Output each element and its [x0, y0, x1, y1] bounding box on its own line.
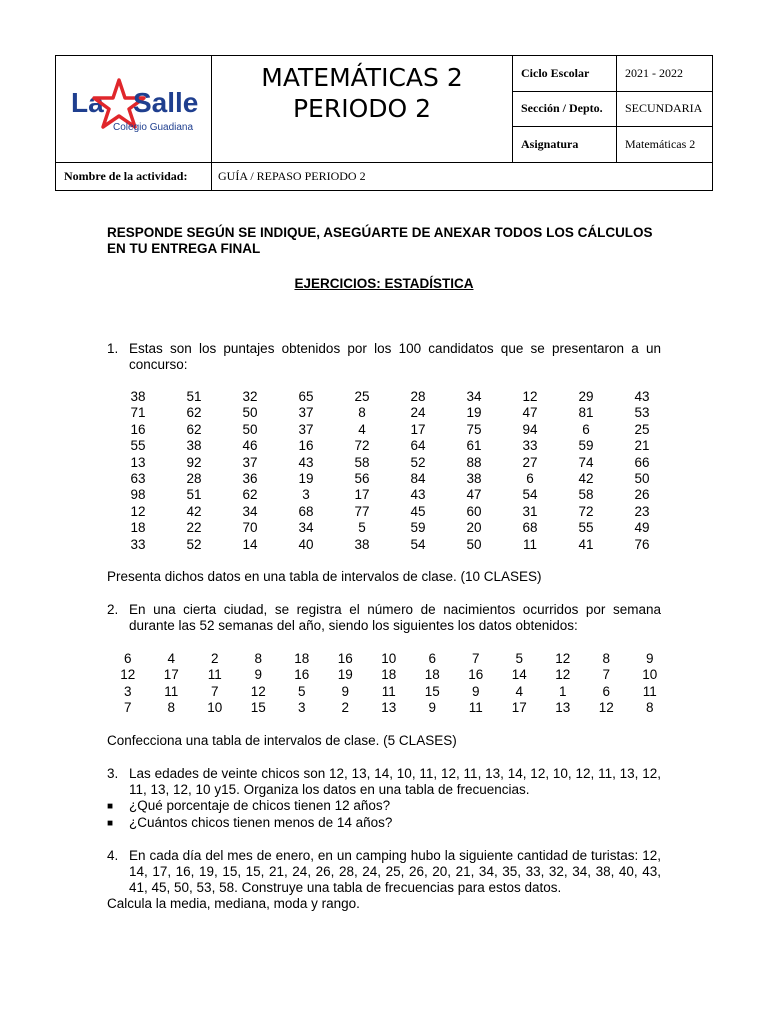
q2-data-grid [106, 651, 672, 717]
data-cell: 37 [298, 405, 314, 421]
data-cell: 7 [602, 667, 610, 683]
data-cell: 34 [466, 389, 482, 404]
data-cell: 70 [242, 520, 258, 536]
data-cell: 43 [634, 389, 650, 404]
data-cell: 40 [298, 536, 314, 552]
data-cell: 51 [186, 389, 202, 404]
field-label-ciclo: Ciclo Escolar [513, 56, 617, 92]
doc-title-line2: PERIODO 2 [292, 94, 432, 123]
data-cell: 10 [381, 651, 397, 666]
data-cell: 68 [522, 520, 538, 536]
data-cell: 45 [410, 503, 426, 519]
data-cell: 19 [466, 405, 482, 421]
data-cell: 25 [634, 421, 650, 437]
data-cell: 18 [424, 667, 440, 683]
data-cell: 76 [634, 536, 650, 552]
question-2 [107, 602, 661, 634]
data-cell: 34 [298, 520, 314, 536]
data-cell: 25 [354, 389, 370, 404]
data-cell: 11 [642, 683, 657, 699]
data-row [106, 651, 672, 667]
data-cell: 64 [410, 438, 426, 454]
data-cell: 49 [634, 520, 650, 536]
data-cell: 33 [130, 536, 146, 552]
data-cell: 14 [242, 536, 258, 552]
data-cell: 42 [578, 471, 594, 487]
data-cell: 24 [410, 405, 426, 421]
data-cell: 41 [578, 536, 594, 552]
data-cell: 8 [254, 651, 262, 666]
data-cell: 71 [130, 405, 146, 421]
data-cell: 11 [381, 683, 396, 699]
data-cell: 14 [511, 667, 527, 683]
data-cell: 52 [410, 454, 426, 470]
data-row [110, 438, 670, 454]
data-cell: 10 [642, 667, 658, 683]
data-cell: 63 [130, 471, 146, 487]
data-cell: 52 [186, 536, 202, 552]
data-cell: 58 [354, 454, 370, 470]
data-cell: 6 [582, 421, 590, 437]
field-label-seccion: Sección / Depto. [513, 91, 617, 127]
data-cell: 50 [634, 471, 650, 487]
data-cell: 5 [297, 683, 306, 699]
data-cell: 37 [242, 454, 258, 470]
data-cell: 37 [298, 421, 314, 437]
data-cell: 22 [186, 520, 202, 536]
data-cell: 98 [130, 487, 146, 503]
data-cell: 16 [130, 421, 146, 437]
data-cell: 9 [341, 683, 349, 699]
data-cell: 32 [242, 389, 258, 404]
question-number: 3. [107, 766, 119, 781]
data-cell: 4 [515, 683, 523, 699]
data-cell: 84 [410, 471, 426, 487]
data-cell: 33 [522, 438, 538, 454]
data-cell: 43 [298, 454, 314, 470]
data-cell: 11 [207, 667, 222, 683]
data-cell: 9 [471, 683, 480, 699]
data-row [110, 487, 670, 503]
bullet-icon: ■ [107, 801, 114, 812]
data-cell: 9 [254, 667, 262, 683]
question-number: 2. [107, 602, 119, 617]
question-text: Estas son los puntajes obtenidos por los 100 candidatos que se presentaron a un concurso: [129, 341, 661, 372]
data-cell: 50 [242, 421, 258, 437]
data-cell: 5 [358, 520, 366, 536]
data-row [106, 700, 672, 716]
data-cell: 12 [555, 651, 571, 666]
data-cell: 74 [578, 454, 594, 470]
data-cell: 77 [354, 503, 370, 519]
data-cell: 58 [578, 487, 594, 503]
data-cell: 15 [250, 700, 266, 716]
question-text: Las edades de veinte chicos son 12, 13, 14, 10, 11, 12, 11, 13, 14, 12, 10, 12, 11, 13, 12, 11, 13, 12, 10 y15. Organiza los datos en una tabla de frecuencias. [129, 766, 661, 797]
data-cell: 68 [298, 503, 314, 519]
data-cell: 8 [167, 700, 175, 716]
section-title: EJERCICIOS: ESTADÍSTICA [294, 276, 474, 291]
data-cell: 17 [410, 421, 426, 437]
bullet-text: ¿Cuántos chicos tienen menos de 14 años? [129, 815, 393, 830]
data-cell: 12 [120, 667, 136, 683]
data-cell: 28 [410, 389, 426, 404]
data-cell: 31 [522, 503, 538, 519]
logo-subtitle: Colegio Guadiana [112, 121, 193, 133]
data-cell: 16 [468, 667, 484, 683]
data-cell: 7 [123, 700, 132, 716]
data-cell: 12 [555, 667, 571, 683]
logo-cell [56, 56, 212, 163]
bullet-icon: ■ [107, 818, 114, 829]
data-cell: 6 [123, 651, 132, 666]
data-cell: 46 [242, 438, 258, 454]
data-cell: 38 [354, 536, 370, 552]
data-row [106, 667, 672, 683]
q2-task: Confecciona una tabla de intervalos de clase. (5 CLASES) [107, 733, 457, 748]
data-cell: 61 [466, 438, 482, 454]
data-cell: 16 [298, 438, 314, 454]
doc-title-line1: MATEMÁTICAS 2 [261, 63, 463, 92]
question-number: 4. [107, 848, 119, 863]
data-cell: 54 [522, 487, 538, 503]
q1-data-grid [110, 389, 670, 553]
data-cell: 17 [354, 487, 370, 503]
data-cell: 88 [466, 454, 482, 470]
data-cell: 8 [358, 405, 366, 421]
data-row [110, 471, 670, 487]
question-4 [107, 848, 661, 896]
activity-label: Nombre de la actividad: [56, 163, 212, 191]
data-cell: 27 [522, 454, 538, 470]
data-cell: 72 [354, 438, 370, 454]
field-label-asignatura: Asignatura [513, 127, 617, 163]
q1-task: Presenta dichos datos en una tabla de intervalos de clase. (10 CLASES) [107, 569, 542, 584]
data-cell: 47 [466, 487, 482, 503]
data-row [110, 389, 670, 405]
question-1 [107, 341, 661, 373]
q4-task: Calcula la media, mediana, moda y rango. [107, 896, 360, 911]
data-cell: 6 [602, 683, 610, 699]
data-row [110, 504, 670, 520]
data-cell: 18 [381, 667, 397, 683]
data-cell: 3 [302, 487, 310, 503]
data-cell: 62 [242, 487, 258, 503]
data-cell: 38 [466, 471, 482, 487]
data-row [110, 455, 670, 471]
data-cell: 72 [578, 503, 594, 519]
question-text: En cada día del mes de enero, en un camping hubo la siguiente cantidad de turistas: 12, 14, 17, 16, 19, 15, 15, 21, 24, 26, 28, 24, 25, 26, 20, 21, 34, 35, 33, 32, 34, 38, 40, 43, 41, 45, 50, 53, 58. Construye una tabla de frecuencias para estos datos. [129, 848, 661, 895]
data-row [110, 422, 670, 438]
data-cell: 8 [645, 700, 654, 716]
data-cell: 12 [522, 389, 538, 404]
data-cell: 28 [186, 471, 202, 487]
q3-bullet-2 [107, 815, 392, 832]
data-cell: 94 [522, 421, 538, 437]
data-cell: 17 [163, 667, 179, 683]
data-row [110, 537, 670, 553]
data-cell: 21 [634, 438, 650, 454]
data-cell: 13 [130, 454, 146, 470]
header-table [55, 55, 713, 191]
data-cell: 55 [578, 520, 594, 536]
data-cell: 16 [294, 667, 310, 683]
data-cell: 38 [130, 389, 146, 404]
data-cell: 34 [242, 503, 258, 519]
data-cell: 81 [578, 405, 594, 421]
data-cell: 5 [515, 651, 523, 666]
data-cell: 13 [381, 700, 397, 716]
data-cell: 59 [578, 438, 594, 454]
data-cell: 16 [337, 651, 353, 666]
data-cell: 54 [410, 536, 426, 552]
data-cell: 75 [466, 421, 482, 437]
data-cell: 23 [634, 503, 650, 519]
data-cell: 9 [428, 700, 436, 716]
data-cell: 19 [337, 667, 353, 683]
title-cell [212, 56, 513, 163]
data-cell: 17 [511, 700, 527, 716]
data-row [110, 520, 670, 536]
data-cell: 3 [123, 683, 132, 699]
data-cell: 50 [242, 405, 258, 421]
field-value-ciclo: 2021 - 2022 [617, 56, 713, 92]
data-cell: 51 [186, 487, 202, 503]
instructions: RESPONDE SEGÚN SE INDIQUE, ASEGÚARTE DE ANEXAR TODOS LOS CÁLCULOS EN TU ENTREGA FINAL [107, 225, 653, 256]
data-cell: 66 [634, 454, 650, 470]
data-cell: 36 [242, 471, 258, 487]
data-cell: 15 [424, 683, 440, 699]
data-cell: 1 [558, 683, 567, 699]
data-cell: 56 [354, 471, 370, 487]
question-number: 1. [107, 341, 119, 356]
data-cell: 62 [186, 405, 202, 421]
data-cell: 6 [526, 471, 534, 487]
data-cell: 18 [130, 520, 146, 536]
data-cell: 26 [634, 487, 650, 503]
data-cell: 59 [410, 520, 426, 536]
data-cell: 4 [167, 651, 175, 666]
data-cell: 2 [210, 651, 219, 666]
data-cell: 19 [298, 471, 314, 487]
data-cell: 29 [578, 389, 594, 404]
data-cell: 50 [466, 536, 482, 552]
data-cell: 7 [471, 651, 480, 666]
activity-value: GUÍA / REPASO PERIODO 2 [212, 163, 713, 191]
data-cell: 47 [522, 405, 538, 421]
data-cell: 2 [341, 700, 349, 716]
data-cell: 11 [164, 683, 179, 699]
data-cell: 7 [210, 683, 219, 699]
field-value-asignatura: Matemáticas 2 [617, 127, 713, 163]
data-cell: 12 [250, 683, 266, 699]
data-cell: 13 [555, 700, 571, 716]
data-cell: 42 [186, 503, 202, 519]
data-cell: 6 [428, 651, 436, 666]
data-cell: 62 [186, 421, 202, 437]
data-cell: 18 [294, 651, 310, 666]
data-cell: 8 [602, 651, 610, 666]
la-salle-logo [69, 72, 199, 142]
data-cell: 38 [186, 438, 202, 454]
data-cell: 20 [466, 520, 482, 536]
data-cell: 65 [298, 389, 314, 404]
data-row [110, 405, 670, 421]
data-cell: 53 [634, 405, 650, 421]
data-cell: 3 [297, 700, 306, 716]
question-3 [107, 766, 661, 798]
bullet-text: ¿Qué porcentaje de chicos tienen 12 años? [129, 798, 391, 813]
q3-bullet-1 [107, 798, 390, 815]
data-row [106, 684, 672, 700]
data-cell: 12 [598, 700, 614, 716]
data-cell: 11 [468, 700, 483, 716]
logo-la: La [70, 86, 104, 118]
question-text: En una cierta ciudad, se registra el número de nacimientos ocurridos por semana durante las 52 semanas del año, siendo los siguientes los datos obtenidos: [129, 602, 661, 633]
data-cell: 11 [522, 536, 537, 552]
logo-salle: Salle [132, 86, 198, 118]
data-cell: 12 [130, 503, 146, 519]
data-cell: 92 [186, 454, 202, 470]
data-cell: 60 [466, 503, 482, 519]
data-cell: 4 [358, 421, 366, 437]
data-cell: 43 [410, 487, 426, 503]
data-cell: 55 [130, 438, 146, 454]
data-cell: 9 [645, 651, 654, 666]
field-value-seccion: SECUNDARIA [617, 91, 713, 127]
data-cell: 10 [207, 700, 223, 716]
